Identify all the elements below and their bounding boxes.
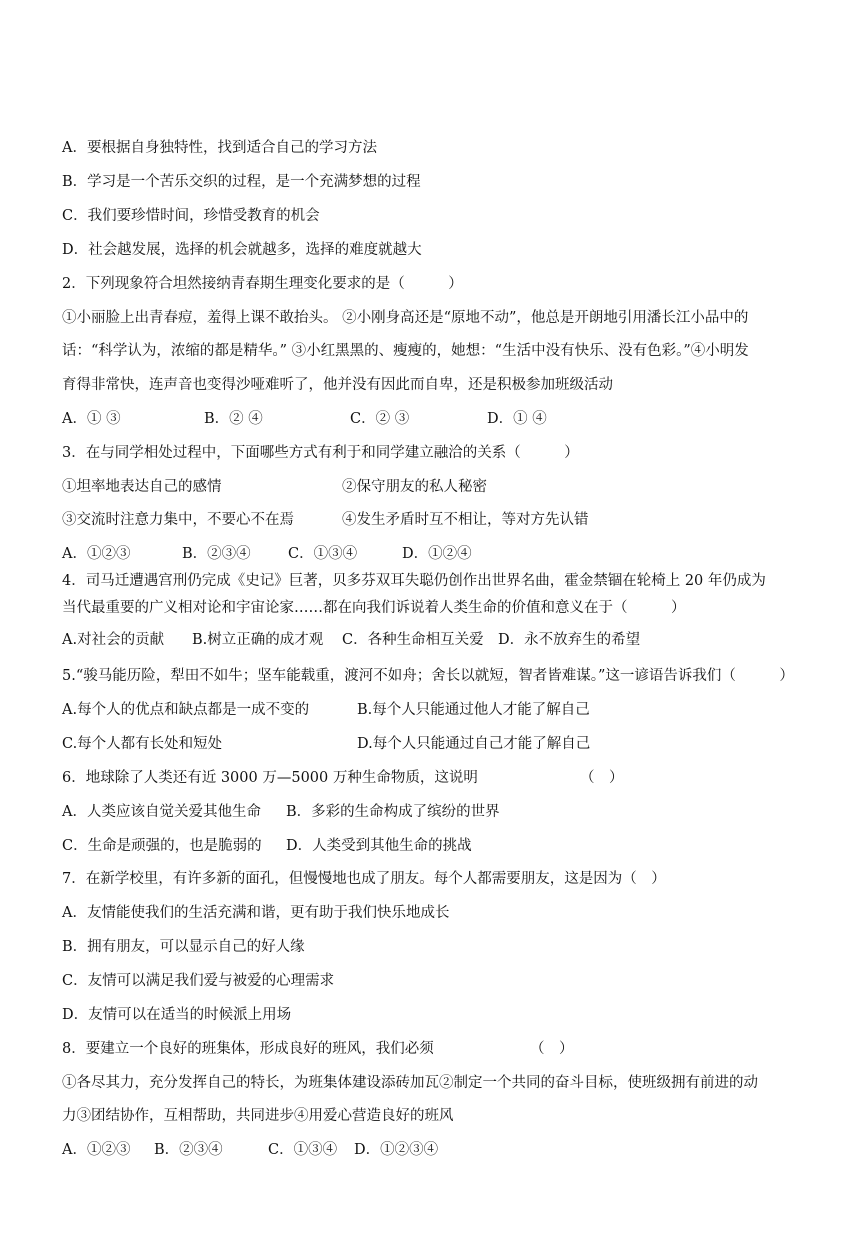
q4-option-c: C．各种生命相互关爱 bbox=[342, 632, 484, 648]
q6-option-b: B．多彩的生命构成了缤纷的世界 bbox=[286, 804, 500, 820]
q3-item-2: ②保守朋友的私人秘密 bbox=[342, 479, 487, 495]
q8-answer-paren: （ ） bbox=[530, 1041, 574, 1057]
q8-option-b: B．②③④ bbox=[154, 1142, 223, 1158]
q7-option-d: D．友情可以在适当的时候派上用场 bbox=[62, 1007, 292, 1023]
q5-option-b: B.每个人只能通过他人才能了解自己 bbox=[357, 702, 590, 718]
q7-option-a: A．友情能使我们的生活充满和谐，更有助于我们快乐地成长 bbox=[62, 905, 450, 921]
q3-item-1: ①坦率地表达自己的感情 bbox=[62, 479, 222, 495]
q2-option-b: B．② ④ bbox=[204, 411, 263, 427]
q6-option-d: D．人类受到其他生命的挑战 bbox=[286, 838, 472, 854]
q4-stem-line: 4．司马迁遭遇宫刑仍完成《史记》巨著，贝多芬双耳失聪仍创作出世界名曲，霍金禁锢在轮椅上 20 年仍成为 bbox=[62, 573, 766, 589]
q6-stem: 6．地球除了人类还有近 3000 万—5000 万种生命物质，这说明 bbox=[62, 770, 478, 786]
q6-option-c: C．生命是顽强的，也是脆弱的 bbox=[62, 838, 262, 854]
q1-option-c: C．我们要珍惜时间，珍惜受教育的机会 bbox=[62, 208, 320, 224]
q4-option-a: A.对社会的贡献 bbox=[62, 632, 165, 648]
q3-item-3: ③交流时注意力集中，不要心不在焉 bbox=[62, 512, 294, 528]
q2-body-line: ①小丽脸上出青春痘，羞得上课不敢抬头。 ②小刚身高还是“原地不动”，他总是开朗地引用潘长江小品中的 bbox=[62, 310, 749, 326]
q5-option-a: A.每个人的优点和缺点都是一成不变的 bbox=[62, 702, 310, 718]
q1-option-d: D．社会越发展，选择的机会就越多，选择的难度就越大 bbox=[62, 242, 422, 258]
q8-option-c: C．①③④ bbox=[268, 1142, 338, 1158]
q3-option-c: C．①③④ bbox=[288, 546, 358, 562]
q3-option-a: A．①②③ bbox=[62, 546, 131, 562]
q5-option-d: D.每个人只能通过自己才能了解自己 bbox=[357, 736, 591, 752]
q8-stem: 8．要建立一个良好的班集体，形成良好的班风，我们必须 bbox=[62, 1041, 434, 1057]
q6-answer-paren: （ ） bbox=[580, 770, 624, 786]
q2-body-line: 话：“科学认为，浓缩的都是精华。” ③小红黑黑的、瘦瘦的，她想：“生活中没有快乐、没有色彩。”④小明发 bbox=[62, 343, 749, 359]
q2-option-a: A．① ③ bbox=[62, 411, 121, 427]
q6-option-a: A．人类应该自觉关爱其他生命 bbox=[62, 804, 261, 820]
q2-option-d: D．① ④ bbox=[487, 411, 547, 427]
q4-stem-line: 当代最重要的广义相对论和宇宙论家……都在向我们诉说着人类生命的价值和意义在于（ ） bbox=[62, 600, 686, 616]
q2-option-c: C．② ③ bbox=[350, 411, 410, 427]
q8-body-line: 力③团结协作，互相帮助，共同进步④用爱心营造良好的班风 bbox=[62, 1108, 454, 1124]
q7-stem: 7．在新学校里，有许多新的面孔，但慢慢地也成了朋友。每个人都需要朋友，这是因为（ ） bbox=[62, 871, 666, 887]
q4-option-d: D．永不放弃生的希望 bbox=[498, 632, 641, 648]
q1-option-b: B．学习是一个苦乐交织的过程，是一个充满梦想的过程 bbox=[62, 174, 421, 190]
q8-option-a: A．①②③ bbox=[62, 1142, 131, 1158]
q5-stem: 5.“骏马能历险，犁田不如牛；坚车能载重，渡河不如舟；舍长以就短，智者皆难谋。”这一谚语告诉我们（ ） bbox=[62, 668, 794, 684]
q3-item-4: ④发生矛盾时互不相让，等对方先认错 bbox=[342, 512, 589, 528]
q3-stem: 3．在与同学相处过程中，下面哪些方式有利于和同学建立融洽的关系（ ） bbox=[62, 445, 579, 461]
q7-option-c: C．友情可以满足我们爱与被爱的心理需求 bbox=[62, 973, 335, 989]
q8-options bbox=[62, 1140, 439, 1260]
q7-option-b: B．拥有朋友，可以显示自己的好人缘 bbox=[62, 939, 305, 955]
q8-option-d: D．①②③④ bbox=[354, 1142, 439, 1158]
q8-body-line: ①各尽其力，充分发挥自己的特长，为班集体建设添砖加瓦②制定一个共同的奋斗目标，使班级拥有前进的动 bbox=[62, 1075, 758, 1091]
q2-body-line: 育得非常快，连声音也变得沙哑难听了，他并没有因此而自卑，还是积极参加班级活动 bbox=[62, 377, 613, 393]
q2-stem: 2．下列现象符合坦然接纳青春期生理变化要求的是（ ） bbox=[62, 276, 463, 292]
q5-option-c: C.每个人都有长处和短处 bbox=[62, 736, 223, 752]
q3-option-b: B．②③④ bbox=[182, 546, 251, 562]
q4-option-b: B.树立正确的成才观 bbox=[192, 632, 324, 648]
q1-option-a: A．要根据自身独特性，找到适合自己的学习方法 bbox=[62, 140, 377, 156]
q3-option-d: D．①②④ bbox=[402, 546, 472, 562]
